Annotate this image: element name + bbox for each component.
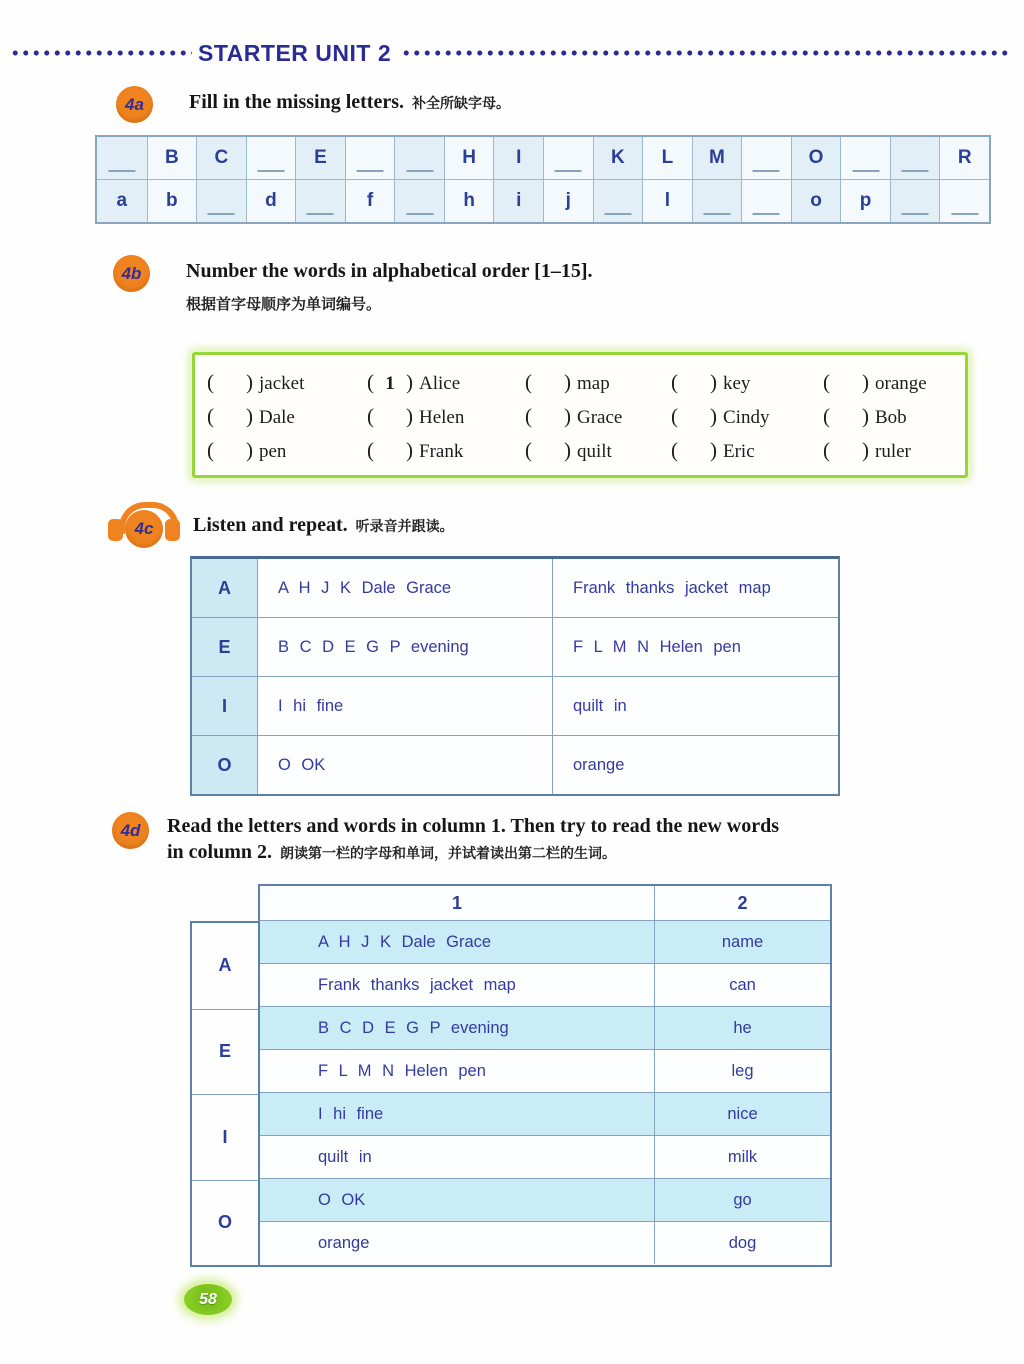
group-label-cell: E (192, 1009, 258, 1095)
letter-cell: L (642, 137, 692, 179)
table-row (192, 735, 838, 794)
letter-cell[interactable] (543, 137, 593, 179)
letters-words-cell: A H J K Dale Grace (257, 559, 552, 617)
blank-underline (902, 213, 929, 215)
table-row (260, 1049, 830, 1092)
word-bank-box (192, 352, 968, 478)
word-label: map (577, 372, 610, 394)
letter-cell: M (692, 137, 742, 179)
table-row (192, 676, 838, 735)
blank-underline (406, 213, 433, 215)
new-word-cell: leg (654, 1049, 830, 1092)
word-label: Cindy (723, 406, 770, 428)
letter-cell: d (246, 180, 296, 222)
word-label: key (723, 372, 751, 394)
table-row (260, 1178, 830, 1221)
column-header-1: 1 (451, 892, 462, 913)
section-4b-badge: 4b (113, 255, 150, 292)
blank-underline (357, 170, 384, 172)
answer-number[interactable]: 1 (385, 372, 395, 394)
word-label: Bob (875, 406, 907, 428)
letters-words-cell: I hi fine (257, 676, 552, 735)
letter-cell: p (840, 180, 890, 222)
blank-underline (852, 170, 879, 172)
letter-cell[interactable] (840, 137, 890, 179)
letter-cell[interactable] (741, 137, 791, 179)
blank-underline (406, 170, 433, 172)
blank-underline (951, 213, 978, 215)
letters-words-cell: I hi fine (260, 1092, 654, 1135)
word-entry[interactable]: ( ) Frank (367, 437, 464, 462)
letter-cell: C (196, 137, 246, 179)
letter-cell[interactable] (692, 180, 742, 222)
missing-letters-table (95, 135, 991, 224)
word-entry[interactable]: ( ) Bob (823, 403, 907, 428)
word-entry[interactable]: ( ) Eric (671, 437, 755, 462)
section-4c-title: Listen and repeat. (193, 514, 348, 536)
letter-cell[interactable] (97, 137, 147, 179)
section-4b-subtitle-zh: 根据首字母顺序为单词编号。 (186, 296, 382, 313)
blank-underline (108, 170, 135, 172)
word-label: Dale (259, 406, 295, 428)
new-word-cell: go (654, 1178, 830, 1221)
letter-cell: B (147, 137, 197, 179)
word-entry[interactable]: ( 1 ) Alice (367, 369, 461, 394)
letter-cell[interactable] (246, 137, 296, 179)
table-row (260, 920, 830, 963)
letters-words-cell: orange (260, 1221, 654, 1264)
word-entry[interactable]: ( ) quilt (525, 437, 612, 462)
blank-underline (753, 213, 780, 215)
headphone-pad-left (108, 519, 123, 541)
letter-cell[interactable] (295, 180, 345, 222)
word-label: Eric (723, 440, 755, 462)
headphones-icon (103, 502, 185, 552)
word-label: Alice (419, 372, 461, 394)
section-4d-heading (112, 812, 779, 864)
word-label: Helen (419, 406, 465, 428)
section-4c-badge: 4c (125, 510, 163, 548)
table-row (260, 1092, 830, 1135)
blank-underline (208, 213, 235, 215)
letter-cell[interactable] (196, 180, 246, 222)
table-row (260, 1006, 830, 1049)
new-word-cell: can (654, 963, 830, 1006)
letter-cell: h (444, 180, 494, 222)
section-4b-heading (113, 255, 592, 314)
blank-underline (257, 170, 284, 172)
word-bank-row (207, 370, 955, 395)
page-header (10, 40, 1012, 66)
word-entry[interactable]: ( ) Helen (367, 403, 465, 428)
letters-words-cell: O OK (260, 1178, 654, 1221)
blank-underline (307, 213, 334, 215)
letters-words-cell: orange (552, 735, 838, 794)
letter-cell: b (147, 180, 197, 222)
new-word-cell: dog (654, 1221, 830, 1264)
letters-words-cell: B C D E G P evening (257, 617, 552, 676)
dotted-rule-left (10, 48, 192, 58)
page-number-badge: 58 (184, 1284, 232, 1315)
uppercase-row (97, 137, 989, 180)
section-4c-title-zh: 听录音并跟读。 (355, 518, 454, 534)
table-row (192, 617, 838, 676)
letter-cell: I (493, 137, 543, 179)
word-entry[interactable]: ( ) key (671, 369, 751, 394)
letter-cell[interactable] (345, 137, 395, 179)
letters-words-cell: F L M N Helen pen (552, 617, 838, 676)
letter-cell[interactable] (890, 137, 940, 179)
table-row (192, 559, 838, 617)
letters-words-cell: Frank thanks jacket map (260, 963, 654, 1006)
letter-cell: O (791, 137, 841, 179)
letters-words-cell: Frank thanks jacket map (552, 559, 838, 617)
new-word-cell: name (654, 920, 830, 963)
word-entry[interactable]: ( ) ruler (823, 437, 911, 462)
section-4d-title-line1: Read the letters and words in column 1. Then try to read the new words (167, 815, 780, 837)
column-header-2: 2 (654, 886, 830, 920)
letter-cell[interactable] (593, 180, 643, 222)
word-label: Frank (419, 440, 464, 462)
section-4a-title-zh: 补全所缺字母。 (411, 95, 510, 111)
read-table-main (258, 884, 832, 1267)
letters-words-cell: F L M N Helen pen (260, 1049, 654, 1092)
letters-words-cell: O OK (257, 735, 552, 794)
word-entry[interactable]: ( ) Cindy (671, 403, 770, 428)
new-word-cell: he (654, 1006, 830, 1049)
read-columns-table (190, 884, 832, 1267)
word-entry[interactable]: ( ) jacket (207, 369, 305, 394)
vowel-label-cell: I (192, 676, 257, 735)
section-4a-badge: 4a (116, 86, 153, 123)
letter-cell: o (791, 180, 841, 222)
letters-words-cell: quilt in (552, 676, 838, 735)
section-4d-badge: 4d (112, 812, 149, 849)
table-row (260, 1221, 830, 1264)
letter-cell: l (642, 180, 692, 222)
letters-words-cell: A H J K Dale Grace (260, 920, 654, 963)
letter-cell: i (493, 180, 543, 222)
group-label-column (190, 921, 258, 1267)
letters-words-cell: B C D E G P evening (260, 1006, 654, 1049)
group-label-cell: A (218, 955, 232, 976)
group-label-cell: I (192, 1094, 258, 1180)
letter-cell[interactable] (890, 180, 940, 222)
letter-cell[interactable] (394, 180, 444, 222)
vowel-label-cell: A (192, 559, 257, 617)
column-header-row (260, 886, 830, 920)
letter-cell: f (345, 180, 395, 222)
letter-cell: K (593, 137, 643, 179)
vowel-label-cell: O (192, 735, 257, 794)
table-row (260, 963, 830, 1006)
word-bank-row (207, 438, 955, 463)
letter-cell: R (939, 137, 989, 179)
lowercase-row (97, 180, 989, 222)
blank-underline (604, 213, 631, 215)
letter-cell: a (97, 180, 147, 222)
section-4b-title: Number the words in alphabetical order [1–15]. (186, 260, 593, 282)
table-row (260, 1135, 830, 1178)
section-4a-heading (116, 86, 510, 123)
word-entry[interactable]: ( ) Grace (525, 403, 623, 428)
word-label: Grace (577, 406, 623, 428)
unit-title: STARTER UNIT 2 (198, 39, 392, 66)
word-label: ruler (875, 440, 911, 462)
blank-underline (902, 170, 929, 172)
word-label: pen (259, 440, 287, 462)
letter-cell[interactable] (394, 137, 444, 179)
blank-underline (703, 213, 730, 215)
word-label: quilt (577, 440, 612, 462)
new-word-cell: milk (654, 1135, 830, 1178)
word-entry[interactable]: ( ) map (525, 369, 610, 394)
section-4d-title-line2: in column 2. (167, 841, 273, 863)
letter-cell: E (295, 137, 345, 179)
section-4d-title-zh: 朗读第一栏的字母和单词，并试着读出第二栏的生词。 (280, 845, 617, 861)
letter-cell: H (444, 137, 494, 179)
word-entry[interactable]: ( ) pen (207, 437, 287, 462)
vowel-label-cell: E (192, 617, 257, 676)
letter-cell[interactable] (741, 180, 791, 222)
word-label: jacket (259, 372, 305, 394)
section-4a-title: Fill in the missing letters. (189, 91, 404, 113)
letters-words-cell: quilt in (260, 1135, 654, 1178)
word-label: orange (875, 372, 927, 394)
blank-underline (753, 170, 780, 172)
section-4c-heading (103, 502, 454, 552)
blank-underline (555, 170, 582, 172)
word-entry[interactable]: ( ) Dale (207, 403, 295, 428)
letter-cell: j (543, 180, 593, 222)
word-bank-row (207, 404, 955, 429)
listen-repeat-table (190, 556, 840, 796)
word-entry[interactable]: ( ) orange (823, 369, 927, 394)
dotted-rule-right (401, 48, 1012, 58)
group-label-cell: O (192, 1180, 258, 1266)
letter-cell[interactable] (939, 180, 989, 222)
headphone-pad-right (165, 519, 180, 541)
new-word-cell: nice (654, 1092, 830, 1135)
